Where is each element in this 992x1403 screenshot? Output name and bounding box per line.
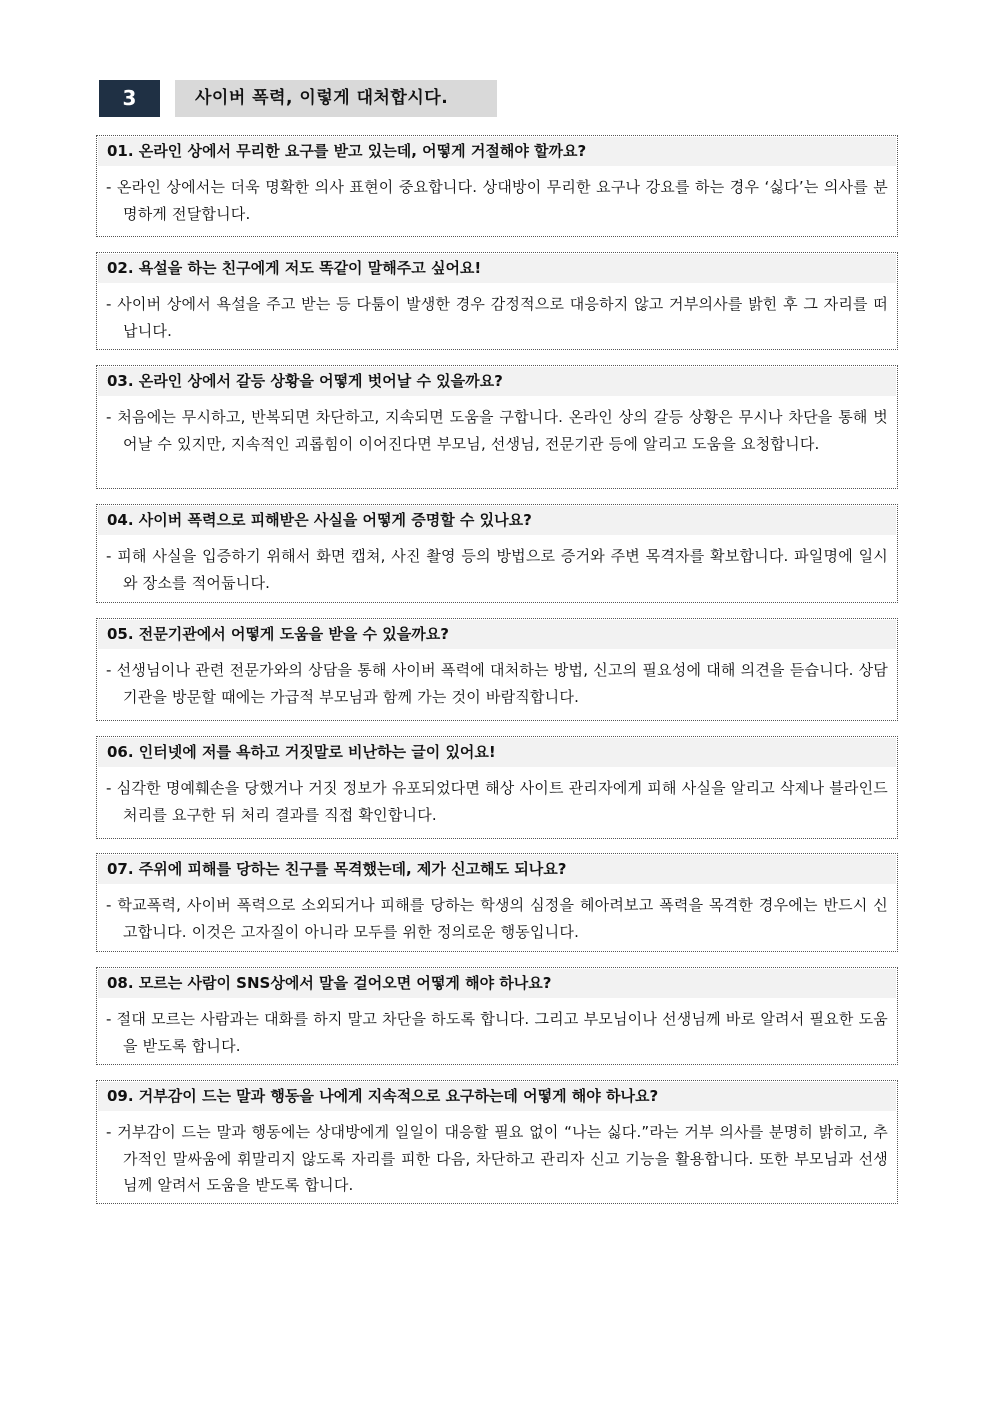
section-header: [99, 80, 499, 117]
qa-item-03: [96, 365, 898, 489]
qa-item-02: [96, 252, 898, 350]
qa-item-04: [96, 504, 898, 603]
answer: - 피해 사실을 입증하기 위해서 화면 캡쳐, 사진 촬영 등의 방법으로 증거와 주변 목격자를 확보합니다. 파일명에 일시와 장소를 적어둡니다.: [106, 547, 888, 592]
answer: - 선생님이나 관련 전문가와의 상담을 통해 사이버 폭력에 대처하는 방법, 신고의 필요성에 대해 의견을 듣습니다. 상담 기관을 방문할 때에는 가급적 부모님과 함께 가는 것이 바람직합니다.: [106, 661, 888, 706]
answer: - 처음에는 무시하고, 반복되면 차단하고, 지속되면 도움을 구합니다. 온라인 상의 갈등 상황은 무시나 차단을 통해 벗어날 수 있지만, 지속적인 괴롭힘이 이어진다면 부모님, 선생님, 전문기관 등에 알리고 도움을 요청합니다.: [106, 408, 888, 453]
section-title: 사이버 폭력, 이렇게 대처합시다.: [175, 80, 497, 117]
question: 02. 욕설을 하는 친구에게 저도 똑같이 말해주고 싶어요!: [98, 254, 896, 283]
answer: - 거부감이 드는 말과 행동에는 상대방에게 일일이 대응할 필요 없이 “나는 싫다.”라는 거부 의사를 분명히 밝히고, 추가적인 말싸움에 휘말리지 않도록 자리를 피한 다음, 차단하고 관리자 신고 기능을 활용합니다. 또한 부모님과 선생님께 알려서 도움을 받도록 합니다.: [106, 1123, 888, 1194]
answer: - 심각한 명예훼손을 당했거나 거짓 정보가 유포되었다면 해상 사이트 관리자에게 피해 사실을 알리고 삭제나 블라인드 처리를 요구한 뒤 처리 결과를 직접 확인합니다.: [106, 779, 888, 824]
qa-item-06: [96, 736, 898, 839]
answer: - 절대 모르는 사람과는 대화를 하지 말고 차단을 하도록 합니다. 그리고 부모님이나 선생님께 바로 알려서 필요한 도움을 받도록 합니다.: [106, 1010, 888, 1055]
question: 01. 온라인 상에서 무리한 요구를 받고 있는데, 어떻게 거절해야 할까요?: [98, 137, 896, 166]
question: 06. 인터넷에 저를 욕하고 거짓말로 비난하는 글이 있어요!: [98, 738, 896, 767]
qa-item-09: [96, 1080, 898, 1204]
answer: - 학교폭력, 사이버 폭력으로 소외되거나 피해를 당하는 학생의 심정을 헤아려보고 폭력을 목격한 경우에는 반드시 신고합니다. 이것은 고자질이 아니라 모두를 위한 정의로운 행동입니다.: [106, 896, 888, 941]
qa-item-01: [96, 135, 898, 237]
question: 08. 모르는 사람이 SNS상에서 말을 걸어오면 어떻게 해야 하나요?: [98, 969, 896, 998]
qa-item-08: [96, 967, 898, 1065]
question: 05. 전문기관에서 어떻게 도움을 받을 수 있을까요?: [98, 620, 896, 649]
qa-item-07: [96, 853, 898, 952]
question: 09. 거부감이 드는 말과 행동을 나에게 지속적으로 요구하는데 어떻게 해야 하나요?: [98, 1082, 896, 1111]
qa-item-05: [96, 618, 898, 721]
answer: - 온라인 상에서는 더욱 명확한 의사 표현이 중요합니다. 상대방이 무리한 요구나 강요를 하는 경우 ‘싫다’는 의사를 분명하게 전달합니다.: [106, 178, 888, 223]
answer: - 사이버 상에서 욕설을 주고 받는 등 다툼이 발생한 경우 감정적으로 대응하지 않고 거부의사를 밝힌 후 그 자리를 떠납니다.: [106, 295, 888, 340]
section-number: 3: [99, 80, 160, 117]
question: 07. 주위에 피해를 당하는 친구를 목격했는데, 제가 신고해도 되나요?: [98, 855, 896, 884]
question: 03. 온라인 상에서 갈등 상황을 어떻게 벗어날 수 있을까요?: [98, 367, 896, 396]
question: 04. 사이버 폭력으로 피해받은 사실을 어떻게 증명할 수 있나요?: [98, 506, 896, 535]
